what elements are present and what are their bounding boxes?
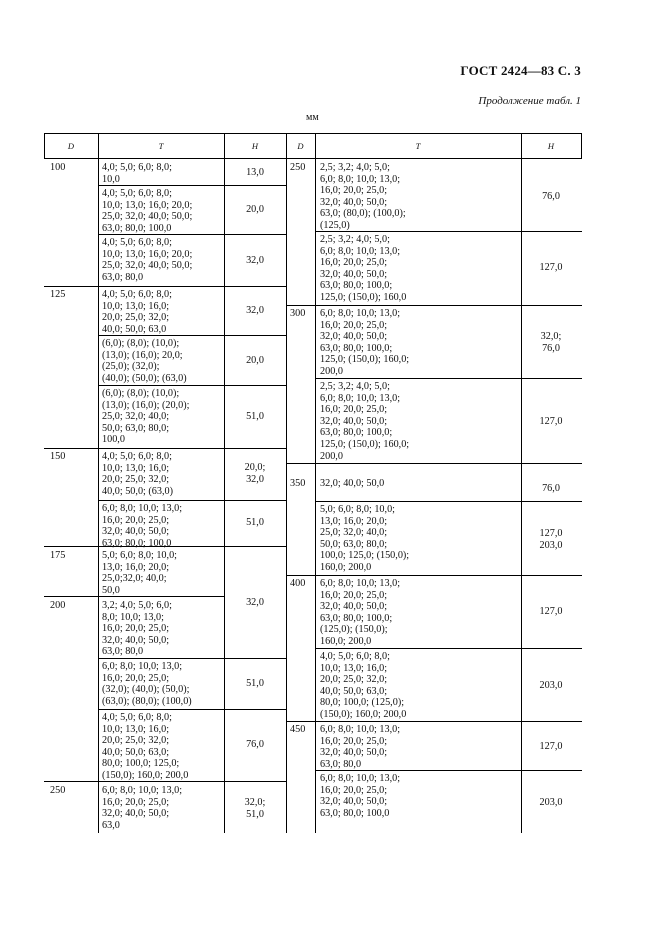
height-cell: 32,0 [246, 305, 264, 316]
diameter-cell: 350 [290, 478, 306, 489]
thickness-cell: 2,5; 3,2; 4,0; 5,0; 6,0; 8,0; 10,0; 13,0; 16,0; 20,0; 25,0; 32,0; 40,0; 50,0; 63,0; (80,0); (100,0); (125,0) [320, 162, 406, 231]
diameter-cell: 300 [290, 308, 306, 319]
thickness-cell: 4,0; 5,0; 6,0; 8,0; 10,0; 13,0; 16,0; 20,0; 25,0; 32,0; 40,0; 50,0; (63,0) [102, 451, 174, 497]
height-cell: 20,0; 32,0 [244, 462, 266, 485]
height-cell: 32,0 [246, 597, 264, 608]
col-header-h-left: H [251, 141, 259, 151]
thickness-cell: 4,0; 5,0; 6,0; 8,0; 10,0; 13,0; 16,0; 20,0; 25,0; 32,0; 40,0; 50,0; 63,0; 80,0; 100,0; (125,0); (150,0); 160,0; 200,0 [320, 651, 407, 720]
thickness-cell: 32,0; 40,0; 50,0 [320, 478, 385, 489]
table-continuation-label: Продолжение табл. 1 [478, 95, 581, 107]
height-cell: 32,0; 51,0 [244, 797, 266, 820]
col-header-d-left: D [67, 141, 75, 151]
height-cell: 127,0 [539, 741, 563, 752]
unit-label: мм [306, 112, 319, 123]
height-cell: 76,0 [542, 483, 560, 494]
col-header-t-left: T [158, 141, 164, 151]
height-cell: 13,0 [246, 167, 264, 178]
height-cell: 203,0 [539, 797, 563, 808]
thickness-cell: 3,2; 4,0; 5,0; 6,0; 8,0; 10,0; 13,0; 16,0; 20,0; 25,0; 32,0; 40,0; 50,0; 63,0; 80,0 [102, 600, 172, 658]
col-header-h-right: H [547, 141, 555, 151]
thickness-cell: 6,0; 8,0; 10,0; 13,0; 16,0; 20,0; 25,0; 32,0; 40,0; 50,0; 63,0; 80,0 [320, 724, 401, 770]
height-cell: 127,0 [539, 606, 563, 617]
diameter-cell: 450 [290, 724, 306, 735]
diameter-cell: 250 [50, 785, 66, 796]
thickness-cell: 6,0; 8,0; 10,0; 13,0; 16,0; 20,0; 25,0; 32,0; 40,0; 50,0; 63,0; 80,0; 100,0 [320, 773, 401, 819]
height-cell: 76,0 [246, 739, 264, 750]
thickness-cell: 5,0; 6,0; 8,0; 10,0; 13,0; 16,0; 20,0; 25,0;32,0; 40,0; 50,0 [102, 550, 177, 596]
height-cell: 20,0 [246, 355, 264, 366]
height-cell: 51,0 [246, 411, 264, 422]
col-header-t-right: T [415, 141, 421, 151]
diameter-cell: 150 [50, 451, 66, 462]
thickness-cell: 6,0; 8,0; 10,0; 13,0; 16,0; 20,0; 25,0; (32,0); (40,0); (50,0); (63,0); (80,0); (100,0) [102, 661, 192, 707]
thickness-cell: 4,0; 5,0; 6,0; 8,0; 10,0; 13,0; 16,0; 20,0; 25,0; 32,0; 40,0; 50,0; 63,0; 80,0; 100,0; 125,0; (150,0); 160,0; 200,0 [102, 712, 189, 781]
dimensions-table [44, 133, 582, 833]
height-cell: 127,0 203,0 [539, 528, 563, 551]
height-cell: 51,0 [246, 517, 264, 528]
height-cell: 127,0 [539, 262, 563, 273]
thickness-cell: (6,0); (8,0); (10,0); (13,0); (16,0); (20,0); 25,0; 32,0; 40,0; 50,0; 63,0; 80,0; 100,0 [102, 388, 190, 446]
diameter-cell: 125 [50, 289, 66, 300]
col-header-d-right: D [297, 141, 304, 151]
thickness-cell: 4,0; 5,0; 6,0; 8,0; 10,0; 13,0; 16,0; 20,0; 25,0; 32,0; 40,0; 50,0; 63,0 [102, 289, 172, 335]
thickness-cell: 4,0; 5,0; 6,0; 8,0; 10,0; 13,0; 16,0; 20,0; 25,0; 32,0; 40,0; 50,0; 63,0; 80,0 [102, 237, 193, 283]
height-cell: 127,0 [539, 416, 563, 427]
page-header-title: ГОСТ 2424—83 С. 3 [460, 63, 581, 78]
height-cell: 203,0 [539, 680, 563, 691]
diameter-cell: 200 [50, 600, 66, 611]
thickness-cell: 6,0; 8,0; 10,0; 13,0; 16,0; 20,0; 25,0; 32,0; 40,0; 50,0; 63,0 [102, 785, 183, 831]
diameter-cell: 100 [50, 162, 66, 173]
thickness-cell: (6,0); (8,0); (10,0); (13,0); (16,0); 20,0; (25,0); (32,0); (40,0); (50,0); (63,0) [102, 338, 187, 384]
height-cell: 32,0 [246, 255, 264, 266]
height-cell: 32,0; 76,0 [540, 331, 562, 354]
thickness-cell: 6,0; 8,0; 10,0; 13,0; 16,0; 20,0; 25,0; 32,0; 40,0; 50,0; 63,0; 80,0; 100,0 [102, 503, 183, 549]
thickness-cell: 4,0; 5,0; 6,0; 8,0; 10,0 [102, 162, 172, 185]
diameter-cell: 250 [290, 162, 306, 173]
height-cell: 51,0 [246, 678, 264, 689]
thickness-cell: 2,5; 3,2; 4,0; 5,0; 6,0; 8,0; 10,0; 13,0; 16,0; 20,0; 25,0; 32,0; 40,0; 50,0; 63,0; 80,0; 100,0; 125,0; (150,0); 160,0; 200,0 [320, 381, 410, 462]
thickness-cell: 6,0; 8,0; 10,0; 13,0; 16,0; 20,0; 25,0; 32,0; 40,0; 50,0; 63,0; 80,0; 100,0; (125,0); (150,0); 160,0; 200,0 [320, 578, 401, 647]
height-cell: 76,0 [542, 191, 560, 202]
thickness-cell: 6,0; 8,0; 10,0; 13,0; 16,0; 20,0; 25,0; 32,0; 40,0; 50,0; 63,0; 80,0; 100,0; 125,0; (150,0); 160,0; 200,0 [320, 308, 410, 377]
diameter-cell: 175 [50, 550, 66, 561]
thickness-cell: 4,0; 5,0; 6,0; 8,0; 10,0; 13,0; 16,0; 20,0; 25,0; 32,0; 40,0; 50,0; 63,0; 80,0; 100,0 [102, 188, 193, 234]
diameter-cell: 400 [290, 578, 306, 589]
thickness-cell: 5,0; 6,0; 8,0; 10,0; 13,0; 16,0; 20,0; 25,0; 32,0; 40,0; 50,0; 63,0; 80,0; 100,0; 125,0; (150,0); 160,0; 200,0 [320, 504, 410, 573]
thickness-cell: 2,5; 3,2; 4,0; 5,0; 6,0; 8,0; 10,0; 13,0; 16,0; 20,0; 25,0; 32,0; 40,0; 50,0; 63,0; 80,0; 100,0; 125,0; (150,0); 160,0 [320, 234, 407, 303]
height-cell: 20,0 [246, 204, 264, 215]
